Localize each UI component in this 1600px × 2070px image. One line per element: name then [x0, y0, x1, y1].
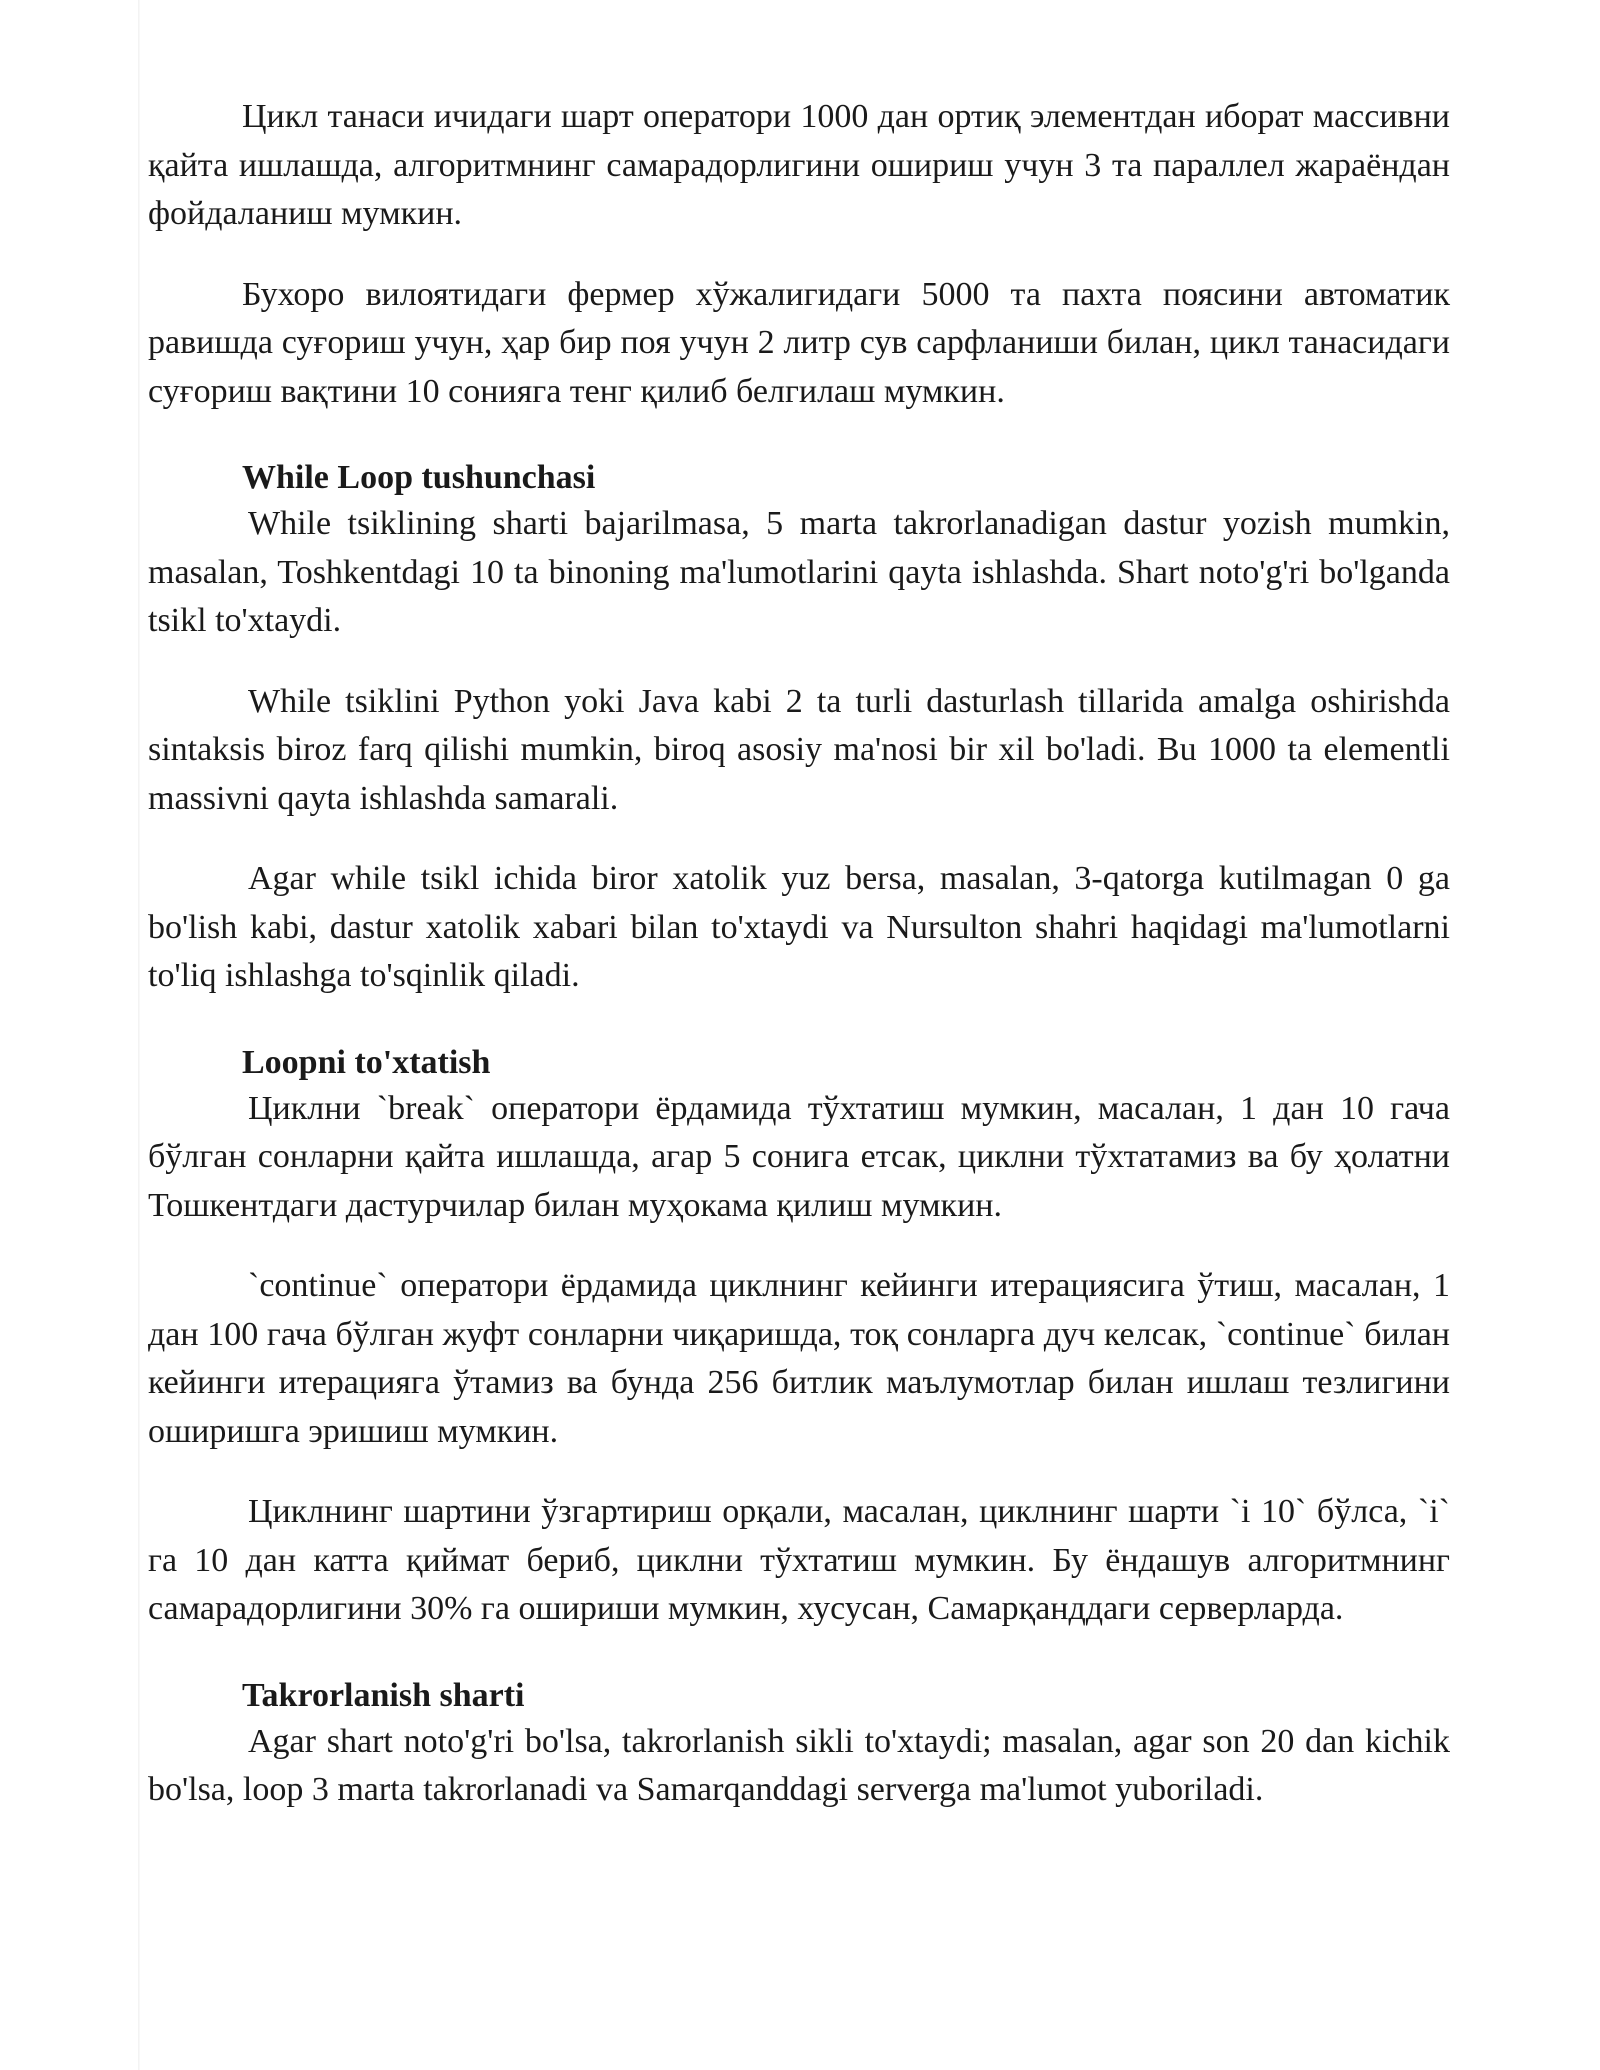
paragraph-while-error: Agar while tsikl ichida biror xatolik yuz bersa, masalan, 3-qatorga kutilmagan 0 ga bo'lish kabi, dastur xatolik xabari bilan to'xtaydi va Nursulton shahri haqidagi ma'lumotlarni to'liq ishlashga to'sqinlik qiladi. — [148, 860, 1450, 994]
heading-while-loop: While Loop tushunchasi — [242, 459, 596, 496]
paragraph-change-condition: Циклнинг шартини ўзгартириш орқали, масалан, циклнинг шарти `i 10` бўлса, `i` га 10 дан катта қиймат бериб, циклни тўхтатиш мумкин. Бу ёндашув алгоритмнинг самарадорлигини 30% га ошириши мумкин, хусусан, Самарқанддаги серверларда. — [148, 1493, 1450, 1627]
page-edge-shadow — [138, 0, 140, 2070]
heading-repeat-condition: Takrorlanish sharti — [242, 1676, 525, 1714]
paragraph-while-condition: While tsiklining sharti bajarilmasa, 5 marta takrorlanadigan dastur yozish mumkin, masalan, Toshkentdagi 10 ta binoning ma'lumotlarini qayta ishlashda. Shart noto'g'ri bo'lganda tsikl to'xtaydi. — [148, 505, 1450, 639]
paragraph-break-operator: Циклни `break` оператори ёрдамида тўхтатиш мумкин, масалан, 1 дан 10 гача бўлган сонларни қайта ишлашда, агар 5 сонига етсак, циклни тўхтатамиз ва бу ҳолатни Тошкентдаги дастурчилар билан муҳокама қилиш мумкин. — [148, 1089, 1450, 1224]
paragraph-continue-operator: `continue` оператори ёрдамида циклнинг кейинги итерациясига ўтиш, масалан, 1 дан 100 гача бўлган жуфт сонларни чиқаришда, тоқ сонларга дуч келсак, `continue` билан кейинги итерацияга ўтамиз ва бунда 256 битлик маълумотлар билан ишлаш тезлигини оширишга эришиш мумкин. — [148, 1267, 1450, 1450]
paragraph-repeat-condition: Agar shart noto'g'ri bo'lsa, takrorlanish sikli to'xtaydi; masalan, agar son 20 dan kichik bo'lsa, loop 3 marta takrorlanadi va Samarqanddagi serverga ma'lumot yuboriladi. — [148, 1722, 1450, 1808]
heading-stop-loop: Loopni to'xtatish — [242, 1043, 491, 1081]
paragraph-loop-body-condition: Цикл танаси ичидаги шарт оператори 1000 дан ортиқ элементдан иборат массивни қайта ишлашда, алгоритмнинг самарадорлигини ошириш учун 3 та параллел жараёндан фойдаланиш мумкин. — [148, 98, 1450, 232]
paragraph-bukhara-irrigation: Бухоро вилоятидаги фермер хўжалигидаги 5000 та пахта поясини автоматик равишда суғориш учун, ҳар бир поя учун 2 литр сув сарфланиши билан, цикл танасидаги суғориш вақтини 10 сонияга тенг қилиб белгилаш мумкин. — [148, 275, 1450, 410]
paragraph-while-languages: While tsiklini Python yoki Java kabi 2 ta turli dasturlash tillarida amalga oshirishda sintaksis biroz farq qilishi mumkin, biroq asosiy ma'nosi bir xil bo'ladi. Bu 1000 ta elementli massivni qayta ishlashda samarali. — [148, 682, 1450, 817]
document-body — [148, 93, 1450, 1847]
